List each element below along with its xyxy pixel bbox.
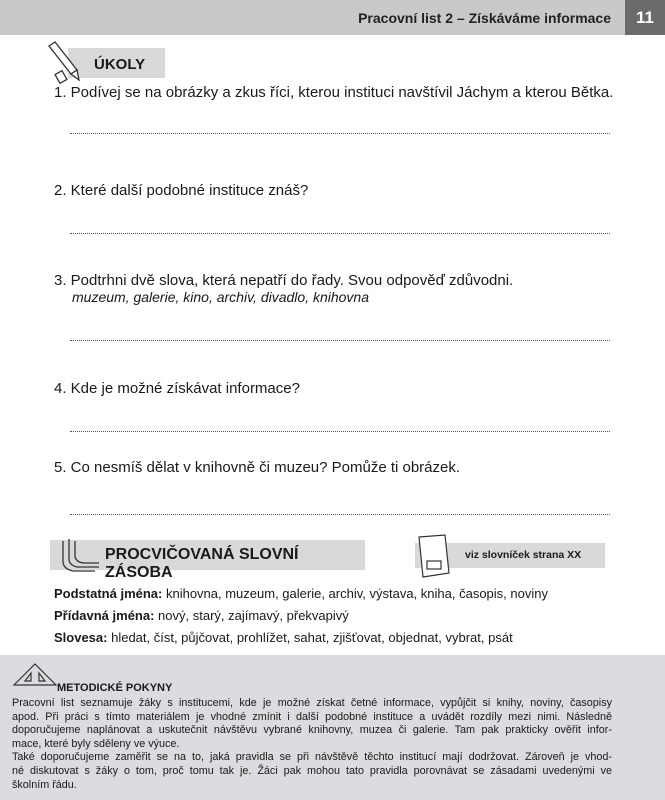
answer-line-5[interactable] [70, 514, 610, 515]
notebook-icon [415, 533, 453, 579]
methodology-line: školním řádu. [12, 778, 77, 791]
worksheet-title: Pracovní list 2 – Získáváme informace [358, 10, 611, 26]
vocab-nouns-words: knihovna, muzeum, galerie, archiv, výstava, kniha, časopis, noviny [162, 586, 548, 601]
answer-line-1[interactable] [70, 133, 610, 134]
vocab-nouns [54, 586, 548, 601]
set-square-icon [12, 661, 58, 687]
task-4: 4. Kde je možné získávat informace? [54, 380, 300, 397]
task-1: 1. Podívej se na obrázky a zkus říci, kterou instituci navštívil Jáchym a kterou Bětka. [54, 84, 614, 101]
page-number: 11 [625, 0, 665, 35]
paperclips-icon [55, 537, 103, 575]
methodology-line: né diskutovat s žáky o tom, proč tomu tak je. Žáci pak mohou tato pravidla porovnávat se zásadami uvedenými ve [12, 764, 612, 777]
task-3 [54, 272, 513, 305]
answer-line-3[interactable] [70, 340, 610, 341]
tasks-heading-label: ÚKOLY [94, 56, 146, 73]
methodology-line: Také doporučujeme zaměřit se na to, jaká pravidla se při návštěvě těchto institucí mají dodržovat. Zároveň je vhod- [12, 751, 612, 764]
methodology-text [12, 697, 612, 792]
methodology-line: Pracovní list seznamuje žáky s institucemi, kde je možné získat četné informace, vypůjčit si knihy, noviny, časopisy [12, 697, 612, 709]
methodology-line: mace, které byly sděleny ve výuce. [12, 737, 180, 750]
page-header [0, 0, 625, 35]
task-3-text: 3. Podtrhni dvě slova, která nepatří do řady. Svou odpověď zdůvodni. [54, 272, 514, 289]
vocab-adjectives-label: Přídavná jména: [54, 608, 155, 623]
answer-line-4[interactable] [70, 431, 610, 432]
vocab-adjectives [54, 608, 349, 623]
vocab-verbs [54, 630, 513, 645]
vocab-adjectives-words: nový, starý, zajímavý, překvapivý [154, 608, 349, 623]
task-2: 2. Které další podobné instituce znáš? [54, 182, 309, 199]
task-3-words: muzeum, galerie, kino, archiv, divadlo, knihovna [72, 289, 370, 305]
dictionary-reference-label: viz slovníček strana XX [465, 549, 582, 561]
methodology-line: doporučujeme naplánovat a uskutečnit návštěvu vybrané knihovny, muzea či galerie. Tam pak prakticky ověřit infor- [12, 724, 612, 737]
methodology-panel [0, 655, 665, 800]
vocab-nouns-label: Podstatná jména: [54, 586, 163, 601]
pen-icon [45, 40, 85, 85]
vocabulary-heading-label: PROCVIČOVANÁ SLOVNÍ ZÁSOBA [105, 546, 299, 581]
methodology-heading: METODICKÉ POKYNY [57, 682, 173, 694]
task-5: 5. Co nesmíš dělat v knihovně či muzeu? Pomůže ti obrázek. [54, 459, 461, 476]
vocab-verbs-words: hledat, číst, půjčovat, prohlížet, sahat, zjišťovat, objednat, vybrat, psát [107, 630, 513, 645]
answer-line-2[interactable] [70, 233, 610, 234]
vocab-verbs-label: Slovesa: [54, 630, 108, 645]
methodology-line: apod. Při práci s tímto materiálem je vhodné zmínit i další podobné instituce a uvádět rozdíly mezi nimi. Následně [12, 710, 612, 723]
